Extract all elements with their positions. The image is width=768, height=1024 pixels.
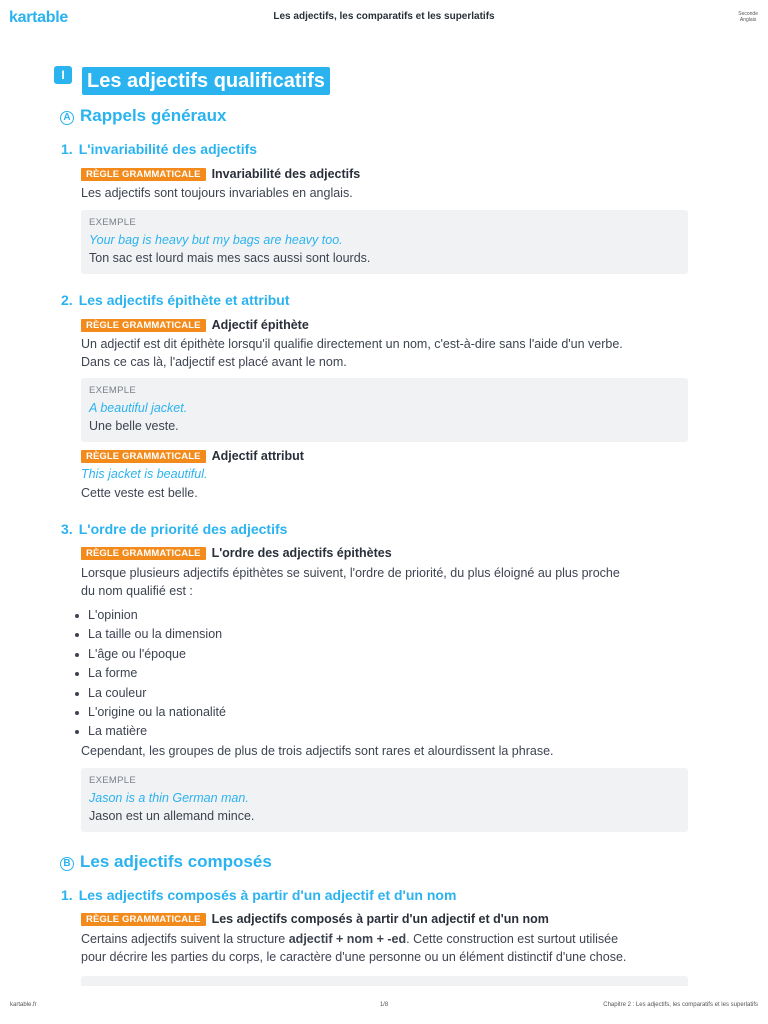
example-french: Jason est un allemand mince. bbox=[89, 809, 255, 823]
part-b-title: Les adjectifs composés bbox=[80, 852, 272, 871]
example-box bbox=[81, 768, 688, 832]
example-label: EXEMPLE bbox=[89, 217, 136, 228]
subsection-title: Les adjectifs composés à partir d'un adjectif et d'un nom bbox=[78, 887, 457, 903]
rule-text-line: du nom qualifié est : bbox=[81, 584, 193, 598]
example-label: EXEMPLE bbox=[89, 385, 136, 396]
rule-text-line bbox=[81, 930, 691, 948]
rule-title: Invariabilité des adjectifs bbox=[211, 167, 361, 181]
rule-text-line: Lorsque plusieurs adjectifs épithètes se suivent, l'ordre de priorité, du plus éloigné au plus proche bbox=[81, 566, 620, 580]
rule-text bbox=[81, 564, 691, 600]
rule-text-segment: Certains adjectifs suivent la structure bbox=[81, 932, 289, 946]
example-french: Une belle veste. bbox=[89, 419, 179, 433]
rule-badge: RÈGLE GRAMMATICALE bbox=[81, 319, 206, 332]
footer-chapter: Chapitre 2 : Les adjectifs, les comparatifs et les superlatifs bbox=[603, 1002, 758, 1008]
rule-badge: RÈGLE GRAMMATICALE bbox=[81, 913, 206, 926]
footer-site[interactable]: kartable.fr bbox=[10, 1002, 37, 1008]
subsection-title: Les adjectifs épithète et attribut bbox=[78, 292, 290, 308]
grammar-rule bbox=[81, 449, 304, 463]
example-english: Your bag is heavy but my bags are heavy too. bbox=[89, 233, 343, 247]
example-english: A beautiful jacket. bbox=[89, 401, 188, 415]
rule-title: Adjectif attribut bbox=[211, 449, 304, 463]
subsection-heading bbox=[61, 521, 287, 537]
list-item: La matière bbox=[74, 722, 226, 741]
example-label: EXEMPLE bbox=[89, 775, 136, 786]
rule-badge: RÈGLE GRAMMATICALE bbox=[81, 168, 206, 181]
list-item: La forme bbox=[74, 664, 226, 683]
subsection-title: L'ordre de priorité des adjectifs bbox=[78, 521, 288, 537]
subsection-number: 2. bbox=[61, 292, 73, 308]
rule-text bbox=[81, 930, 691, 966]
rule-badge: RÈGLE GRAMMATICALE bbox=[81, 547, 206, 560]
structure-formula: adjectif + nom + -ed bbox=[288, 932, 407, 946]
list-item: La taille ou la dimension bbox=[74, 625, 226, 644]
rule-text bbox=[81, 335, 691, 371]
subsection-heading bbox=[61, 887, 456, 903]
grammar-rule bbox=[81, 912, 549, 926]
example-box bbox=[81, 378, 688, 442]
rule-text-line: Un adjectif est dit épithète lorsqu'il qualifie directement un nom, c'est-à-dire sans l'aide d'un verbe. bbox=[81, 337, 623, 351]
example-french: Ton sac est lourd mais mes sacs aussi sont lourds. bbox=[89, 251, 371, 265]
level-subject: Anglais bbox=[739, 17, 757, 23]
subsection-number: 3. bbox=[61, 521, 73, 537]
rule-text-line: Dans ce cas là, l'adjectif est placé avant le nom. bbox=[81, 355, 347, 369]
kartable-logo[interactable]: kartable bbox=[9, 9, 68, 26]
part-a-letter: A bbox=[60, 111, 74, 125]
part-a-title: Rappels généraux bbox=[80, 106, 227, 125]
level-label bbox=[738, 11, 758, 23]
list-item: La couleur bbox=[74, 684, 226, 703]
rule-title: Adjectif épithète bbox=[211, 318, 309, 332]
rule-badge: RÈGLE GRAMMATICALE bbox=[81, 450, 206, 463]
subsection-number: 1. bbox=[61, 141, 73, 157]
example-english: Jason is a thin German man. bbox=[89, 791, 249, 805]
subsection-number: 1. bbox=[61, 887, 73, 903]
rule-example-french: Cette veste est belle. bbox=[81, 486, 198, 500]
grammar-rule bbox=[81, 318, 309, 332]
page-number: 1/8 bbox=[379, 1002, 389, 1008]
rule-text-line: pour décrire les parties du corps, le caractère d'une personne ou un élément distinctif d'une chose. bbox=[81, 950, 627, 964]
grammar-rule bbox=[81, 167, 360, 181]
level-class: Seconde bbox=[738, 11, 758, 17]
example-box bbox=[81, 210, 688, 274]
rule-text: Les adjectifs sont toujours invariables en anglais. bbox=[81, 186, 353, 200]
part-b-heading bbox=[60, 852, 272, 872]
section-title: Les adjectifs qualificatifs bbox=[82, 67, 330, 95]
document-title: Les adjectifs, les comparatifs et les superlatifs bbox=[273, 11, 495, 22]
list-item: L'âge ou l'époque bbox=[74, 645, 226, 664]
list-item: L'opinion bbox=[74, 606, 226, 625]
part-a-heading bbox=[60, 106, 226, 126]
rule-title: L'ordre des adjectifs épithètes bbox=[211, 546, 392, 560]
rule-text: Cependant, les groupes de plus de trois adjectifs sont rares et alourdissent la phrase. bbox=[81, 744, 554, 758]
rule-title: Les adjectifs composés à partir d'un adjectif et d'un nom bbox=[211, 912, 549, 926]
example-box bbox=[81, 976, 688, 986]
subsection-title: L'invariabilité des adjectifs bbox=[78, 141, 258, 157]
subsection-heading bbox=[61, 292, 290, 308]
list-item: L'origine ou la nationalité bbox=[74, 703, 226, 722]
part-b-letter: B bbox=[60, 857, 74, 871]
section-number: I bbox=[54, 66, 72, 84]
page-header bbox=[0, 0, 768, 36]
rule-example-english: This jacket is beautiful. bbox=[81, 467, 208, 481]
grammar-rule bbox=[81, 546, 392, 560]
adjective-order-list bbox=[74, 606, 226, 742]
rule-text-segment: . Cette construction est surtout utilisée bbox=[406, 932, 619, 946]
subsection-heading bbox=[61, 141, 257, 157]
